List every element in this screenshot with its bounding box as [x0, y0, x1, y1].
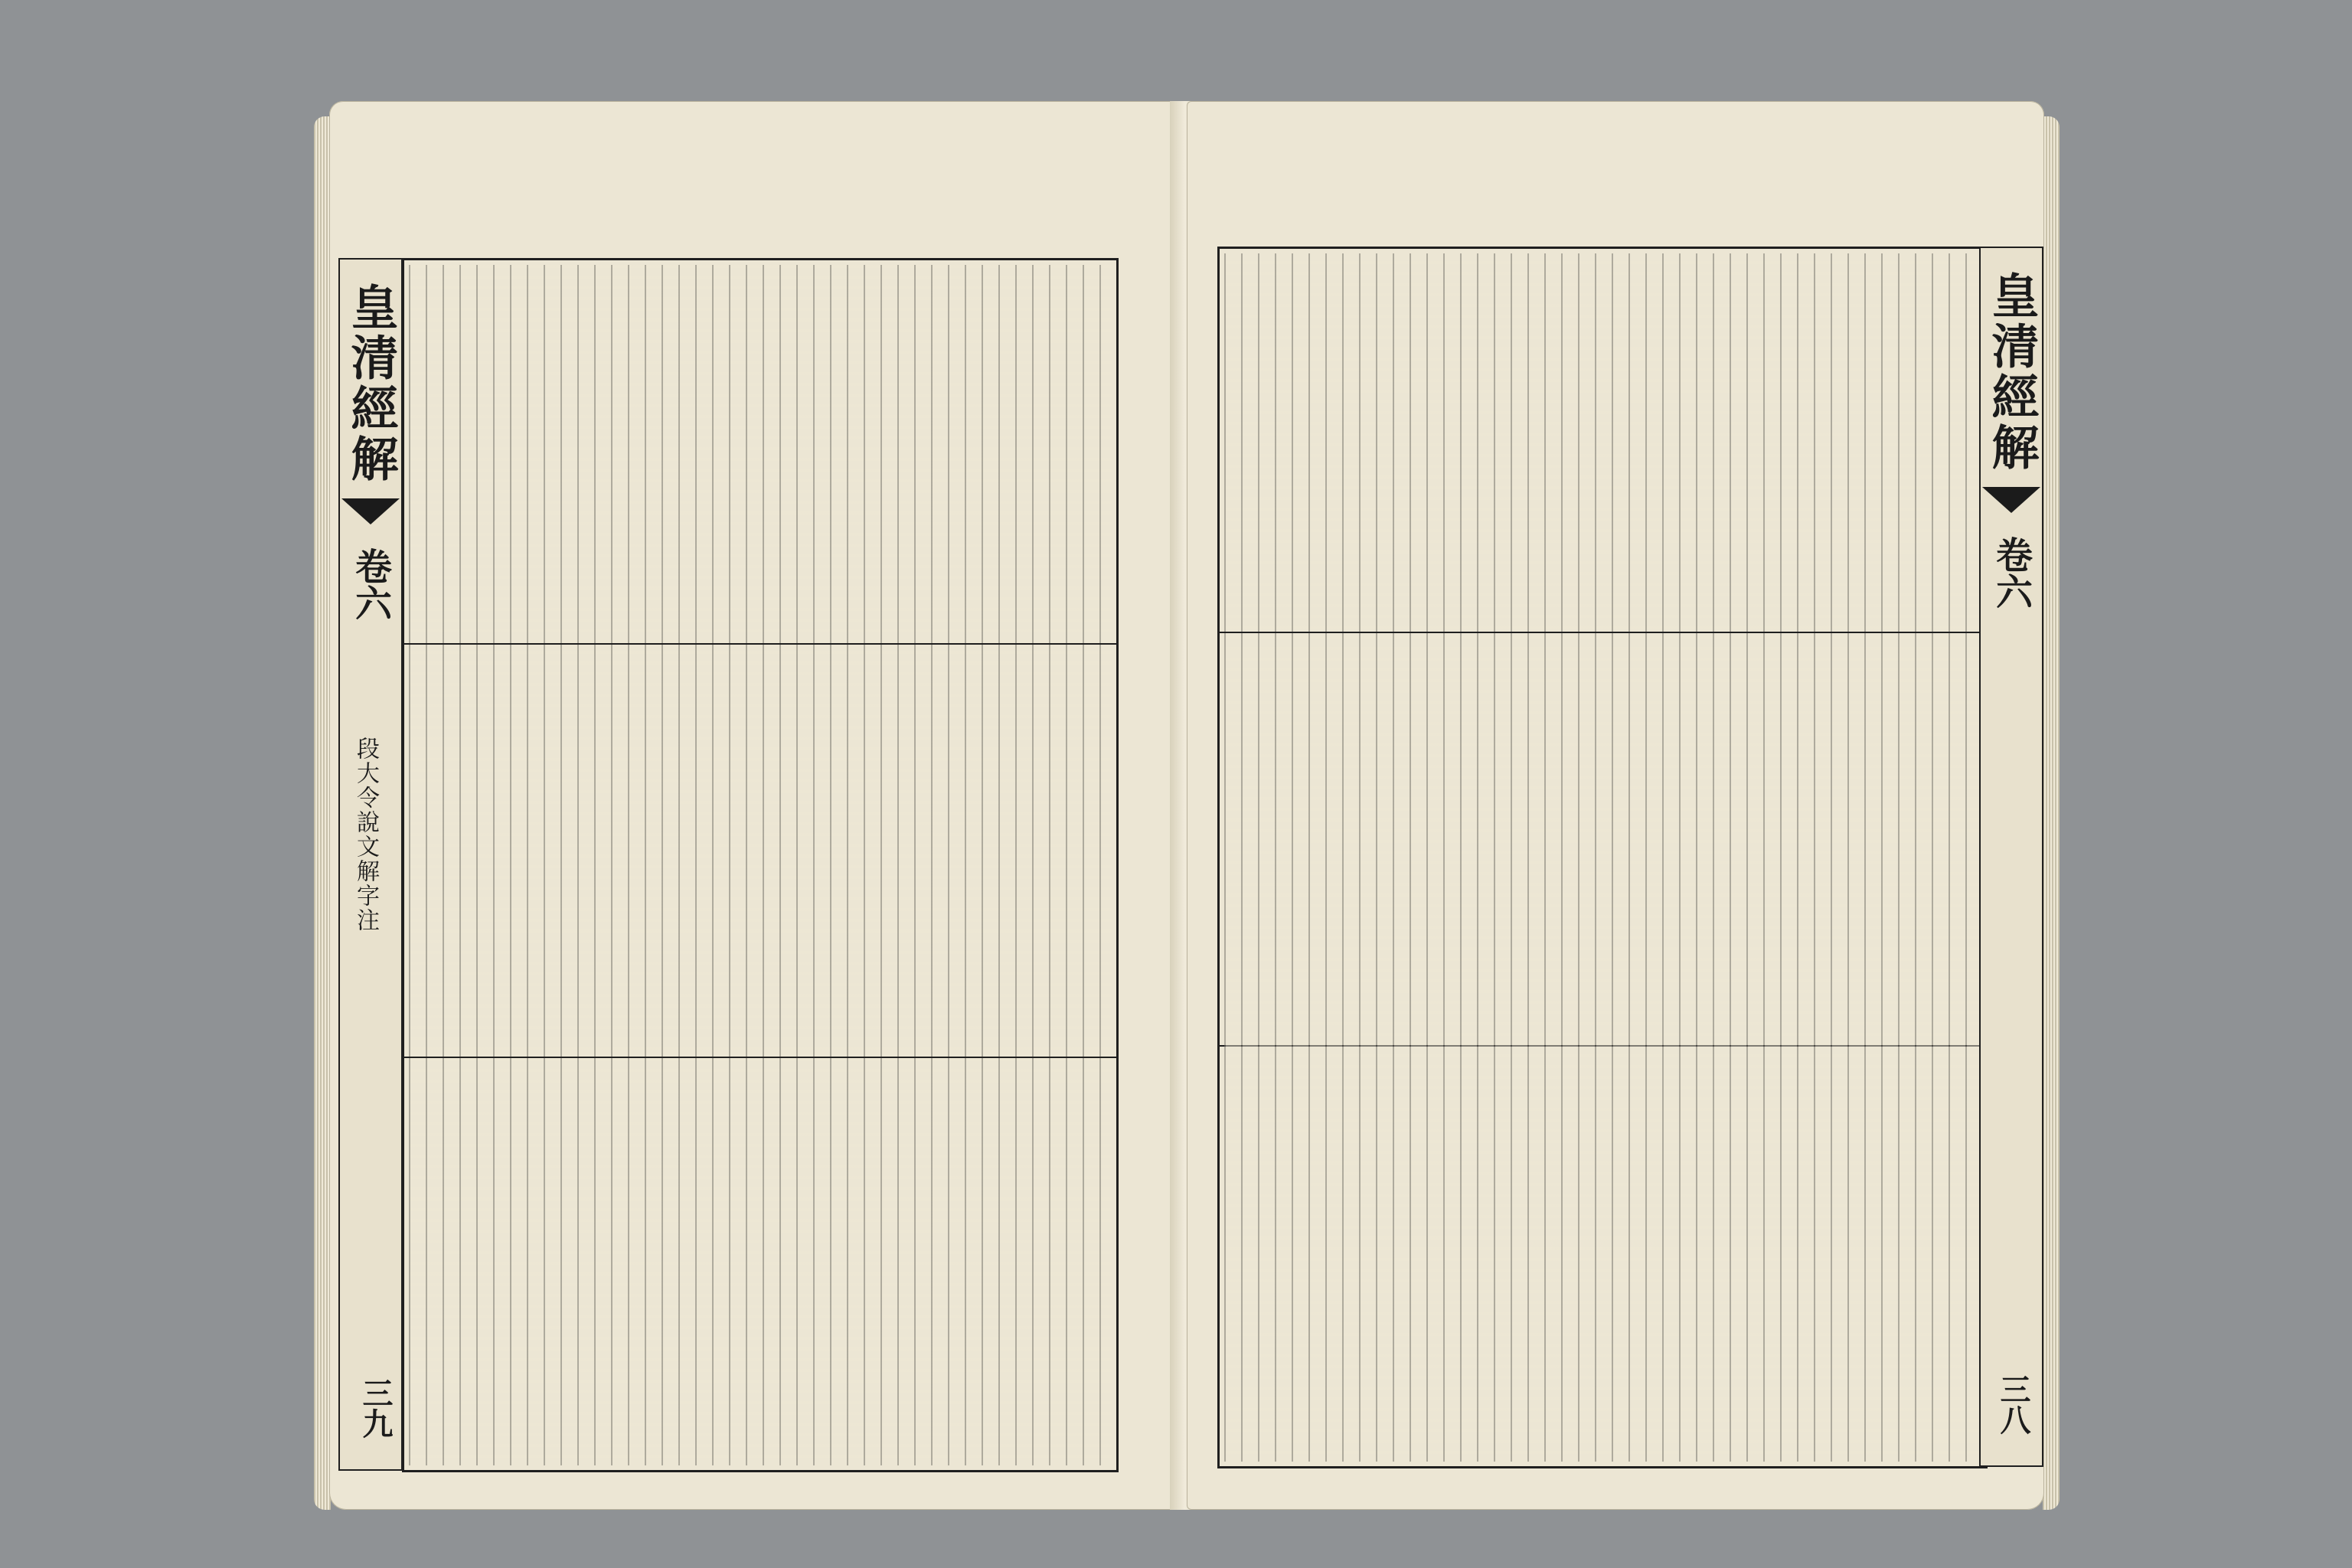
- left-page-number: 三九: [358, 1377, 394, 1439]
- left-volume: 卷六: [348, 547, 392, 621]
- open-book: [314, 70, 2052, 1525]
- fishtail-mark-icon: [341, 498, 400, 524]
- right-page: [1187, 101, 2044, 1510]
- fishtail-mark-icon: [1982, 487, 2040, 513]
- left-text-frame: [402, 258, 1119, 1472]
- right-text-frame: [1217, 247, 1988, 1468]
- left-page: [329, 101, 1187, 1510]
- text-columns: [409, 265, 1112, 1465]
- right-running-title: 皇清經解: [1984, 271, 2040, 473]
- page-edges-right: [2043, 116, 2060, 1510]
- text-columns: [1224, 253, 1981, 1462]
- right-title-strip: [1979, 247, 2043, 1467]
- page-edges-left: [314, 116, 331, 1510]
- right-volume: 卷六: [1989, 536, 2033, 609]
- left-subtitle: 段大令說文解字注: [352, 737, 379, 933]
- right-page-number: 三八: [1995, 1374, 2031, 1435]
- left-running-title: 皇清經解: [343, 283, 399, 485]
